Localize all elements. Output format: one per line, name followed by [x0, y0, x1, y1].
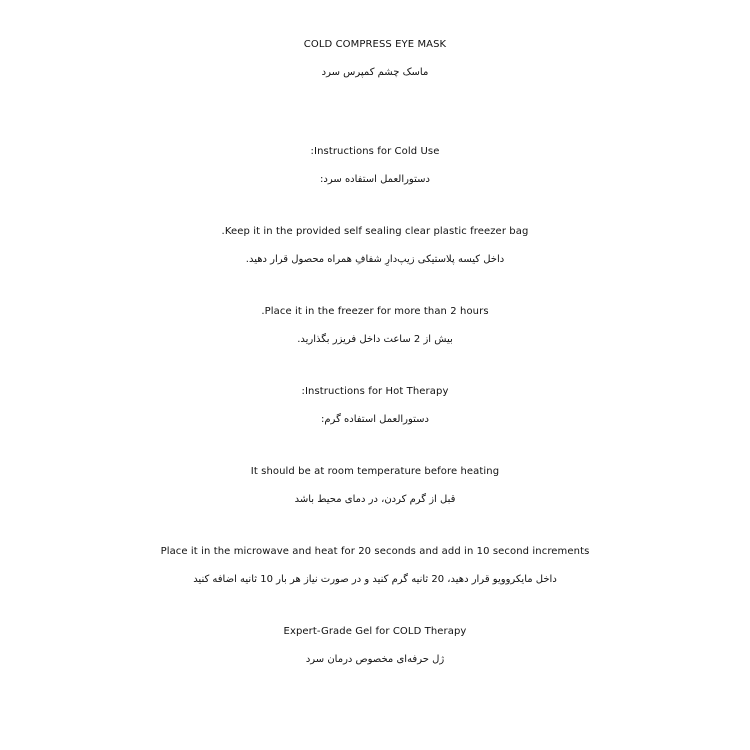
hot-step-1-english: It should be at room temperature before heating — [250, 466, 500, 477]
hot-step-1-persian: قبل از گرم کردن، در دمای محیط باشد — [294, 494, 456, 505]
cold-step-2-english: .Place it in the freezer for more than 2 hours — [261, 306, 489, 317]
cold-use-heading-persian: دستورالعمل استفاده سرد: — [320, 174, 430, 185]
hot-step-2-persian: داخل مایکروویو قرار دهید، 20 ثانیه گرم کنید و در صورت نیاز هر بار 10 ثانیه اضافه کنید — [193, 574, 557, 585]
hot-therapy-heading-persian: دستورالعمل استفاده گرم: — [320, 414, 430, 425]
hot-therapy-heading-english: :Instructions for Hot Therapy — [301, 386, 449, 397]
footer-persian: ژل حرفه‌ای مخصوص درمان سرد — [305, 654, 445, 665]
hot-step-2-english: Place it in the microwave and heat for 20 seconds and add in 10 second increments — [160, 546, 590, 557]
cold-step-1-persian: داخل کیسه پلاستیکی زیپ‌دارِ شفافِ همراه محصول قرار دهید. — [245, 254, 505, 265]
title-english: COLD COMPRESS EYE MASK — [303, 39, 447, 50]
title-persian: ماسک چشم کمپرس سرد — [321, 67, 429, 78]
cold-step-2-persian: بیش از 2 ساعت داخل فریزر بگذارید. — [297, 334, 453, 345]
cold-use-heading-english: :Instructions for Cold Use — [310, 146, 440, 157]
footer-english: Expert-Grade Gel for COLD Therapy — [283, 626, 467, 637]
cold-step-1-english: .Keep it in the provided self sealing clear plastic freezer bag — [221, 226, 529, 237]
